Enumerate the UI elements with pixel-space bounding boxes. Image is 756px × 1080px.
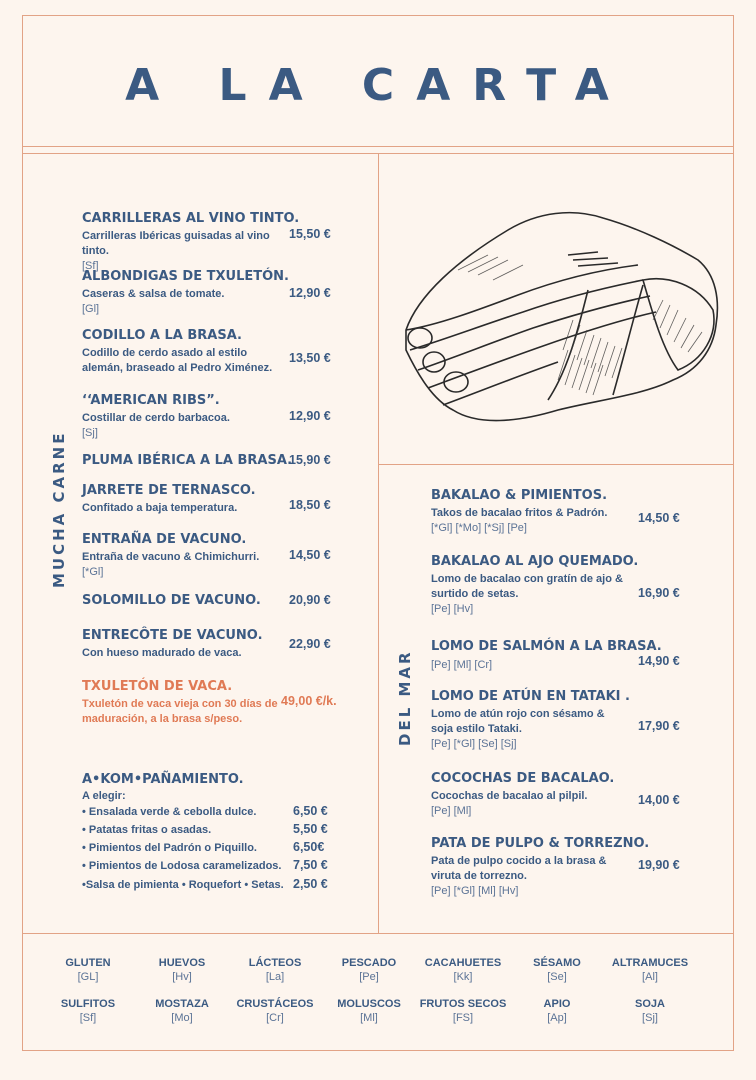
allergen-entry — [605, 957, 695, 983]
allergen-code: [La] — [265, 971, 285, 983]
allergen-name: MOLUSCOS — [337, 998, 401, 1010]
image-divider — [378, 464, 734, 465]
allergen-entry — [605, 998, 695, 1024]
item-allergens: [Pe] [Hv] — [431, 603, 474, 615]
allergen-name: GLUTEN — [65, 957, 111, 969]
allergen-name: FRUTOS SECOS — [419, 998, 507, 1010]
item-price: 15,90 € — [289, 453, 331, 467]
item-allergens: [Sj] — [82, 427, 98, 439]
item-name: SOLOMILLO DE VACUNO. — [82, 593, 261, 608]
carne-item — [82, 393, 282, 441]
section-label-carne: MUCHA CARNE — [50, 430, 68, 588]
item-price: 14,90 € — [638, 654, 680, 668]
allergen-entry — [137, 998, 227, 1024]
item-name: BAKALAO & PIMIENTOS. — [431, 488, 608, 503]
allergen-code: [Mo] — [171, 1012, 193, 1024]
carne-item — [82, 453, 293, 468]
item-description: Con hueso madurado de vaca. — [82, 647, 242, 659]
page-title: A LA CARTA — [125, 60, 631, 111]
footer-divider — [22, 933, 734, 934]
mar-item — [431, 488, 627, 536]
item-description: Entraña de vacuno & Chimichurri. — [82, 551, 260, 563]
item-description: Codillo de cerdo asado al estilo alemán, braseado al Pedro Ximénez. — [82, 347, 273, 374]
item-description: Confitado a baja temperatura. — [82, 502, 238, 514]
item-allergens: [Gl] — [82, 303, 100, 315]
allergen-entry — [512, 998, 602, 1024]
item-description: Takos de bacalao fritos & Padrón. — [431, 507, 608, 519]
item-name: LOMO DE SALMÓN A LA BRASA. — [431, 639, 662, 654]
item-allergens: [*Gl] — [82, 566, 104, 578]
side-dish-price: 6,50€ — [293, 840, 325, 854]
item-name: CARRILLERAS AL VINO TINTO. — [82, 211, 300, 226]
allergen-name: APIO — [543, 998, 571, 1010]
item-price: 14,50 € — [289, 548, 331, 562]
item-allergens: [Pe] [Ml] [Cr] — [431, 659, 493, 671]
side-dish-name: • Pimientos del Padrón o Piquillo. — [82, 842, 257, 854]
item-price: 12,90 € — [289, 409, 331, 423]
mar-item — [431, 554, 639, 617]
item-price: 18,50 € — [289, 498, 331, 512]
allergen-code: [Ap] — [547, 1012, 567, 1024]
allergen-name: CACAHUETES — [424, 957, 502, 969]
allergen-code: [Al] — [642, 971, 658, 983]
item-allergens: [Pe] [*Gl] [Ml] [Hv] — [431, 885, 519, 897]
allergen-entry — [324, 998, 414, 1024]
allergen-entry — [418, 998, 508, 1024]
item-name: ALBONDIGAS DE TXULETÓN. — [82, 269, 289, 284]
carne-item — [82, 328, 282, 376]
carne-item — [82, 532, 282, 580]
allergen-name: SÉSAMO — [533, 957, 581, 969]
section-label-mar: DEL MAR — [396, 649, 414, 746]
item-price: 14,50 € — [638, 511, 680, 525]
header-divider-top — [22, 146, 734, 147]
item-name: BAKALAO AL AJO QUEMADO. — [431, 554, 639, 569]
allergen-entry — [43, 998, 133, 1024]
item-price: 13,50 € — [289, 351, 331, 365]
item-allergens: [Sf] — [82, 260, 99, 272]
allergen-name: ALTRAMUCES — [611, 957, 689, 969]
item-name: ‘‘AMERICAN RIBS”. — [82, 393, 220, 408]
allergen-code: [Sj] — [642, 1012, 658, 1024]
acompanamiento-block — [82, 772, 244, 804]
item-description: Lomo de atún rojo con sésamo & soja estilo Tataki. — [431, 708, 605, 735]
item-name: CODILLO A LA BRASA. — [82, 328, 242, 343]
item-price: 19,90 € — [638, 858, 680, 872]
mar-item — [431, 836, 650, 899]
item-description: Carrilleras Ibéricas guisadas al vino tinto. — [82, 230, 270, 257]
carne-item — [82, 483, 282, 516]
allergen-entry — [230, 998, 320, 1024]
allergen-code: [Kk] — [453, 971, 473, 983]
item-description: Cocochas de bacalao al pilpil. — [431, 790, 588, 802]
item-price: 20,90 € — [289, 593, 331, 607]
item-description: Lomo de bacalao con gratín de ajo & surtido de setas. — [431, 573, 623, 600]
acompanamiento-title: A•KOM•PAÑAMIENTO. — [82, 772, 244, 787]
item-name: PATA DE PULPO & TORREZNO. — [431, 836, 650, 851]
item-name: ENTRECÔTE DE VACUNO. — [82, 628, 263, 643]
item-description: Costillar de cerdo barbacoa. — [82, 412, 230, 424]
item-price: 17,90 € — [638, 719, 680, 733]
item-description: Pata de pulpo cocido a la brasa & viruta de torrezno. — [431, 855, 607, 882]
mar-item — [431, 689, 630, 752]
side-dish-price: 2,50 € — [293, 877, 328, 891]
allergen-code: [Hv] — [172, 971, 192, 983]
item-price: 15,50 € — [289, 227, 331, 241]
meat-illustration — [398, 200, 722, 428]
column-divider — [378, 153, 379, 933]
side-dish-name: • Ensalada verde & cebolla dulce. — [82, 806, 257, 818]
allergen-name: SOJA — [635, 998, 665, 1010]
item-price: 14,00 € — [638, 793, 680, 807]
item-name: JARRETE DE TERNASCO. — [82, 483, 256, 498]
allergen-code: [Ml] — [360, 1012, 378, 1024]
carne-item — [82, 679, 278, 727]
item-allergens: [*Gl] [*Mo] [*Sj] [Pe] — [431, 522, 527, 534]
side-dish-price: 5,50 € — [293, 822, 328, 836]
side-dish-price: 7,50 € — [293, 858, 328, 872]
side-dish-name: •Salsa de pimienta • Roquefort • Setas. — [82, 879, 284, 891]
side-dish-name: • Patatas fritas o asadas. — [82, 824, 212, 836]
allergen-name: SULFITOS — [60, 998, 116, 1010]
allergen-code: [FS] — [452, 1012, 474, 1024]
item-allergens: [Pe] [Ml] — [431, 805, 472, 817]
allergen-entry — [43, 957, 133, 983]
item-allergens: [Pe] [*Gl] [Se] [Sj] — [431, 738, 517, 750]
allergen-entry — [230, 957, 320, 983]
item-price: 12,90 € — [289, 286, 331, 300]
item-name: PLUMA IBÉRICA A LA BRASA. — [82, 453, 293, 468]
allergen-entry — [418, 957, 508, 983]
acompanamiento-subtitle: A elegir: — [82, 790, 126, 802]
allergen-entry — [137, 957, 227, 983]
allergen-code: [GL] — [77, 971, 99, 983]
item-price: 49,00 €/k. — [281, 694, 337, 708]
allergen-entry — [324, 957, 414, 983]
item-price: 16,90 € — [638, 586, 680, 600]
carne-item — [82, 211, 300, 274]
allergen-name: MOSTAZA — [155, 998, 209, 1010]
item-price: 22,90 € — [289, 637, 331, 651]
item-name: ENTRAÑA DE VACUNO. — [82, 532, 247, 547]
allergen-code: [Cr] — [266, 1012, 284, 1024]
item-name: COCOCHAS DE BACALAO. — [431, 771, 615, 786]
item-description: Txuletón de vaca vieja con 30 días de maduración, a la brasa s/peso. — [82, 698, 278, 725]
allergen-code: [Sf] — [79, 1012, 97, 1024]
allergen-code: [Pe] — [359, 971, 379, 983]
allergen-entry — [512, 957, 602, 983]
carne-item — [82, 628, 282, 661]
allergen-code: [Se] — [547, 971, 567, 983]
item-name: TXULETÓN DE VACA. — [82, 679, 233, 694]
mar-item — [431, 771, 627, 819]
item-description: Caseras & salsa de tomate. — [82, 288, 225, 300]
item-name: LOMO DE ATÚN EN TATAKI . — [431, 689, 630, 704]
side-dish-price: 6,50 € — [293, 804, 328, 818]
allergen-name: LÁCTEOS — [248, 957, 302, 969]
side-dish-name: • Pimientos de Lodosa caramelizados. — [82, 860, 282, 872]
carne-item — [82, 269, 289, 317]
carne-item — [82, 593, 282, 608]
allergen-name: PESCADO — [341, 957, 397, 969]
allergen-name: HUEVOS — [158, 957, 206, 969]
allergen-name: CRUSTÁCEOS — [236, 998, 314, 1010]
